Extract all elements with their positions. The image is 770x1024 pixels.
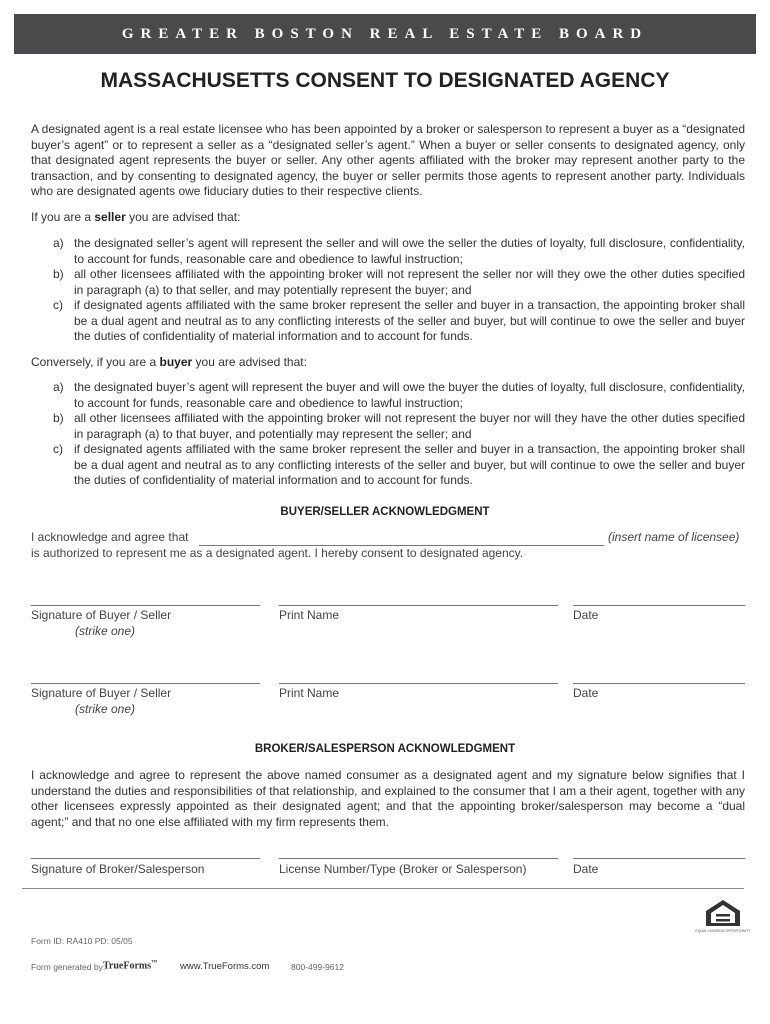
ack-line2: is authorized to represent me as a designated agent. I hereby consent to designated agency. bbox=[31, 546, 524, 560]
seller-intro-pre: If you are a bbox=[31, 210, 95, 224]
brand-name: TrueForms bbox=[103, 960, 152, 972]
seller-intro-post: you are advised that: bbox=[125, 210, 241, 224]
broker-ack-heading: BROKER/SALESPERSON ACKNOWLEDGMENT bbox=[254, 743, 516, 755]
trueforms-brand bbox=[103, 960, 157, 971]
broker-ack-paragraph: I acknowledge and agree to represent the above named consumer as a designated agent and my signature below signifies that I understand the duties and responsibilities of that relationship, and explained to the consumer that I am a their agent, together with any other licensees expressly appointed as their designated agent; and that the appointing broker/salesperson may become a “dual agent;” and that no one else affiliated with my firm represents them. bbox=[31, 768, 745, 829]
phone-number: 800-499-9612 bbox=[291, 962, 344, 972]
signature-label-1: Signature of Buyer / Seller bbox=[31, 608, 172, 622]
form-id: Form ID: RA410 PD: 05/05 bbox=[31, 936, 133, 946]
seller-list bbox=[31, 236, 745, 345]
print-name-label-2: Print Name bbox=[279, 686, 340, 700]
license-number-field[interactable] bbox=[279, 858, 558, 859]
footer-divider bbox=[22, 888, 744, 889]
buyer-seller-signature-field-1[interactable] bbox=[31, 605, 260, 606]
list-marker: a) bbox=[53, 380, 64, 394]
seller-intro bbox=[31, 210, 745, 226]
broker-signature-label: Signature of Broker/Salesperson bbox=[31, 862, 205, 876]
list-marker: c) bbox=[53, 442, 63, 456]
document-title: MASSACHUSETTS CONSENT TO DESIGNATED AGENCY bbox=[100, 69, 670, 92]
signature-label-2: Signature of Buyer / Seller bbox=[31, 686, 172, 700]
date-label-2: Date bbox=[573, 686, 599, 700]
ack-line1-pre: I acknowledge and agree that bbox=[31, 530, 189, 544]
buyer-intro bbox=[31, 355, 745, 371]
list-item bbox=[31, 442, 745, 489]
buyer-intro-bold: buyer bbox=[159, 355, 193, 369]
seller-intro-bold: seller bbox=[94, 210, 126, 224]
buyer-seller-ack-heading: BUYER/SELLER ACKNOWLEDGMENT bbox=[280, 506, 490, 518]
board-name: GREATER BOSTON REAL ESTATE BOARD bbox=[121, 25, 649, 42]
equal-housing-icon bbox=[695, 898, 751, 938]
list-marker: c) bbox=[53, 298, 63, 312]
generated-by: Form generated by: bbox=[31, 962, 106, 972]
print-name-field-2[interactable] bbox=[279, 683, 558, 684]
print-name-label-1: Print Name bbox=[279, 608, 340, 622]
print-name-field-1[interactable] bbox=[279, 605, 558, 606]
buyer-seller-signature-field-2[interactable] bbox=[31, 683, 260, 684]
list-marker: a) bbox=[53, 236, 64, 250]
trademark: ™ bbox=[151, 960, 158, 966]
list-item-text: all other licensees affiliated with the appointing broker will not represent the seller nor will they owe the other duties specified in paragraph (a) to that seller, and may potentially represent the buyer; and bbox=[74, 267, 745, 297]
list-item-text: the designated seller’s agent will represent the seller and will owe the seller the duties of loyalty, full disclosure, confidentiality, to account for funds, reasonable care and obedience to lawful instruction; bbox=[74, 236, 745, 266]
list-item bbox=[31, 298, 745, 345]
broker-date-field[interactable] bbox=[573, 858, 745, 859]
buyer-intro-pre: Conversely, if you are a bbox=[31, 355, 160, 369]
list-item-text: all other licensees affiliated with the appointing broker will not represent the buyer nor will they have the other duties specified in paragraph (a) to that buyer, and potentially may represent the seller; and bbox=[74, 411, 745, 441]
header-bar bbox=[14, 14, 756, 54]
list-item bbox=[31, 411, 745, 442]
strike-one-2: (strike one) bbox=[75, 702, 136, 716]
list-item bbox=[31, 267, 745, 298]
list-item-text: if designated agents affiliated with the same broker represent the seller and buyer in a transaction, the appointing broker shall be a dual agent and neutral as to any conflicting interests of the seller and buyer, but will continue to owe the seller and buyer the duties of confidentiality of material information and to account for funds. bbox=[74, 442, 745, 487]
list-item-text: if designated agents affiliated with the same broker represent the seller and buyer in a transaction, the appointing broker shall be a dual agent and neutral as to any conflicting interests of the seller and buyer, but will continue to owe the seller and buyer the duties of confidentiality of material information and to account for funds. bbox=[74, 298, 745, 343]
list-item bbox=[31, 380, 745, 411]
strike-one-1: (strike one) bbox=[75, 624, 136, 638]
date-field-1[interactable] bbox=[573, 605, 745, 606]
buyer-intro-post: you are advised that: bbox=[192, 355, 307, 369]
list-marker: b) bbox=[53, 411, 64, 425]
date-field-2[interactable] bbox=[573, 683, 745, 684]
license-number-label: License Number/Type (Broker or Salesperson) bbox=[279, 862, 527, 876]
list-item bbox=[31, 236, 745, 267]
buyer-list bbox=[31, 380, 745, 489]
list-item-text: the designated buyer’s agent will represent the buyer and will owe the buyer the duties of loyalty, full disclosure, confidentiality, to account for funds, reasonable care and obedience to lawful instruction; bbox=[74, 380, 745, 410]
broker-date-label: Date bbox=[573, 862, 599, 876]
broker-signature-field[interactable] bbox=[31, 858, 260, 859]
ack-line1-post: (insert name of licensee) bbox=[608, 530, 740, 544]
website-link[interactable]: www.TrueForms.com bbox=[180, 961, 270, 972]
date-label-1: Date bbox=[573, 608, 599, 622]
list-marker: b) bbox=[53, 267, 64, 281]
intro-paragraph: A designated agent is a real estate licensee who has been appointed by a broker or salesperson to represent a buyer as a “designated buyer’s agent” or to represent a seller as a “designated seller’s agent.” When a buyer or seller consents to designated agency, only that designated agent represents the buyer or seller. Any other agents affiliated with the broker may represent another party to the transaction, and by consenting to designated agency, the buyer or seller permits those agents to represent another party. Individuals who are designated agents owe fiduciary duties to their respective clients. bbox=[31, 122, 745, 198]
svg-text:EQUAL HOUSING OPPORTUNITY: EQUAL HOUSING OPPORTUNITY bbox=[695, 929, 751, 933]
